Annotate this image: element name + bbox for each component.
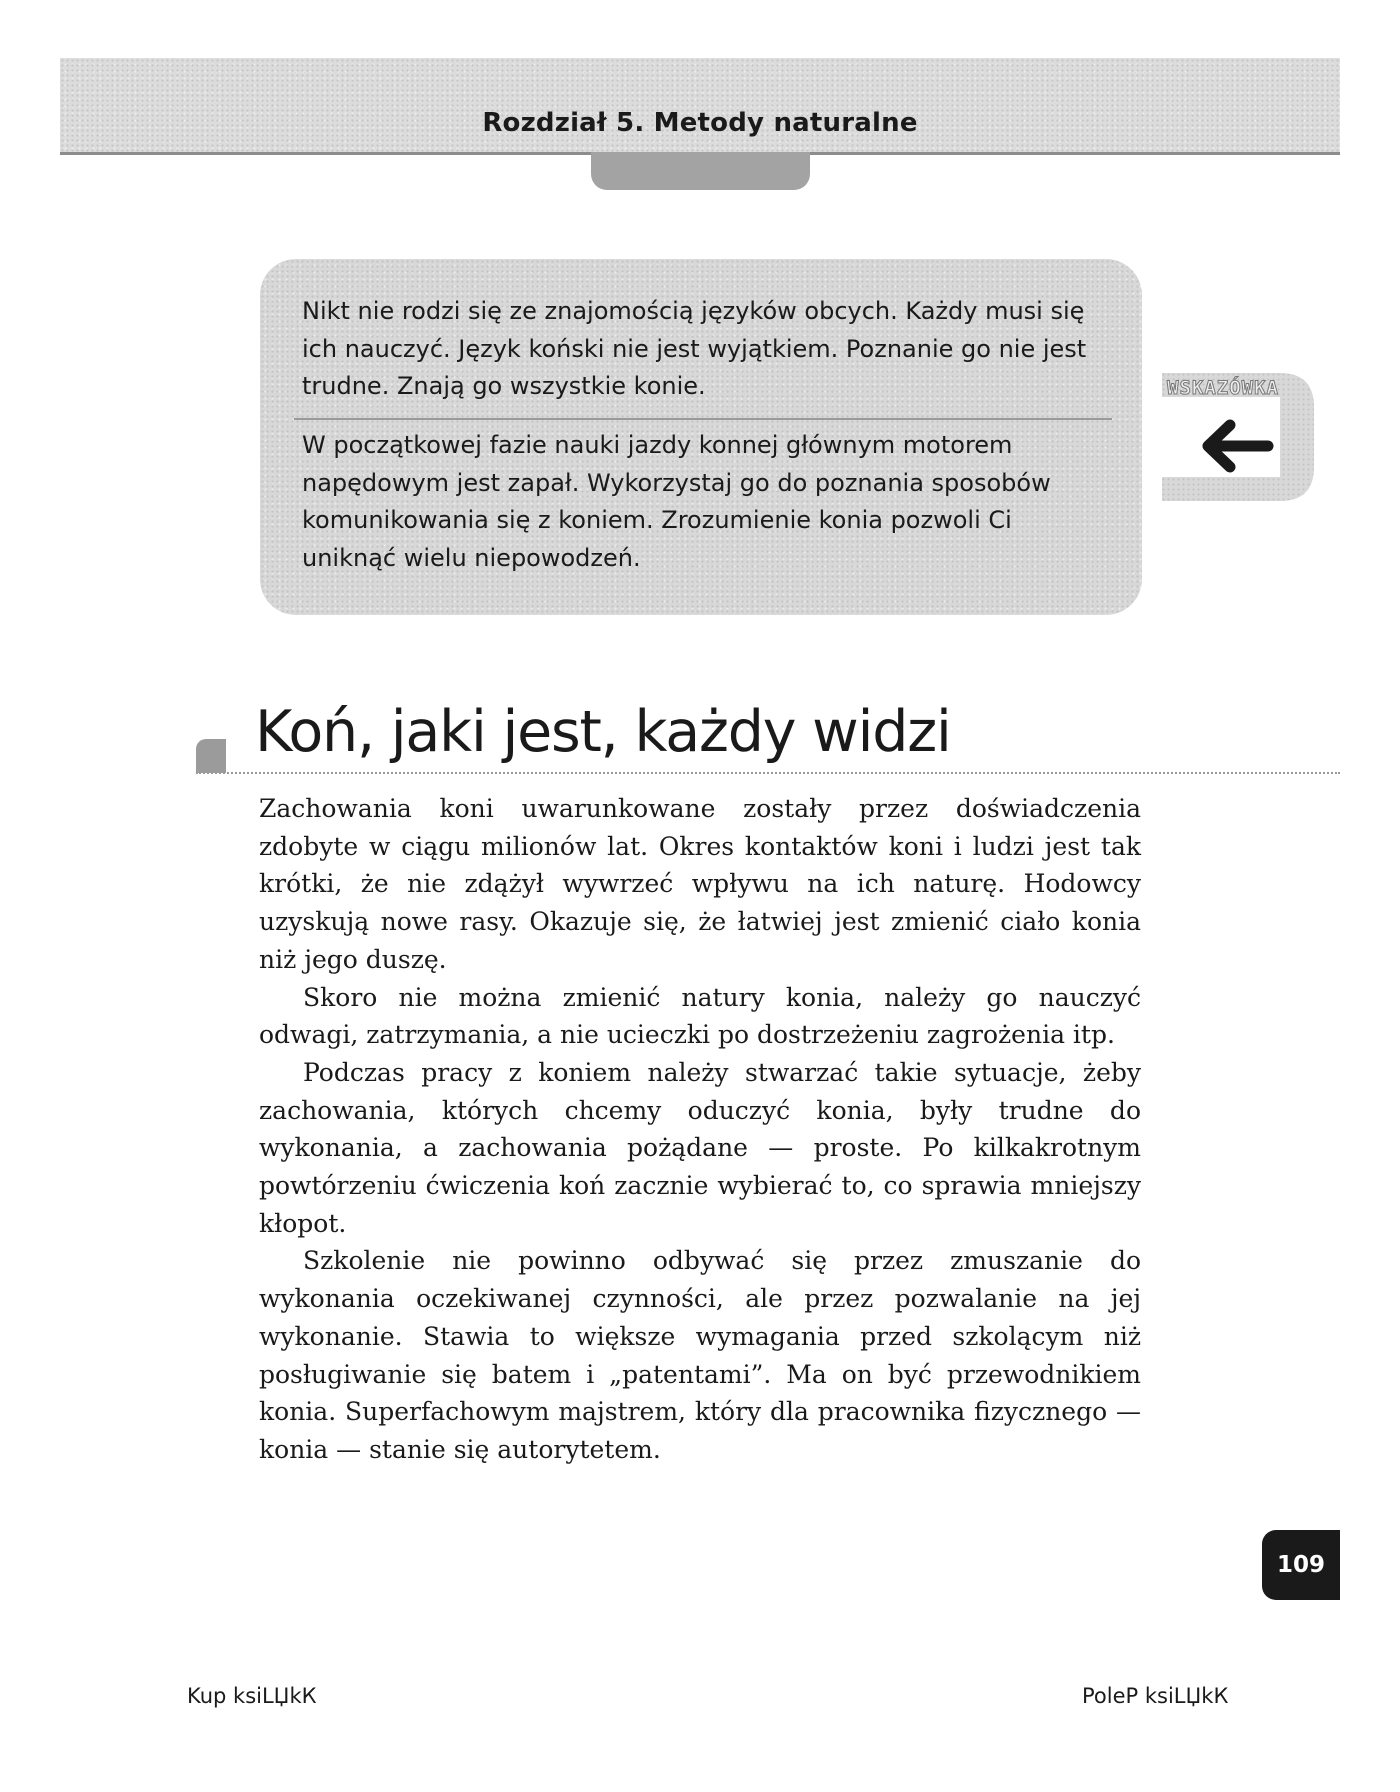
- footer-recommend-link[interactable]: PoleР ksiLЏkК: [1082, 1684, 1229, 1708]
- section-rule: [196, 772, 1340, 774]
- section-title: Koń, jaki jest, każdy widzi: [255, 699, 951, 765]
- arrow-left-icon: [1190, 411, 1280, 481]
- page-number: 109: [1262, 1530, 1340, 1600]
- tip-divider: [294, 418, 1112, 420]
- tip-paragraph: W początkowej fazie nauki jazdy konnej głównym motorem napędowym jest zapał. Wykorzystaj go do poznania sposobów komunikowania się z koniem. Zrozumienie konia pozwoli Ci uniknąć wielu niepowodzeń.: [302, 431, 1051, 572]
- tip-tab: [1162, 373, 1314, 501]
- tip-paragraph: Nikt nie rodzi się ze znajomością języków obcych. Każdy musi się ich nauczyć. Język koński nie jest wyjątkiem. Poznanie go nie jest trudne. Znają go wszystkie konie.: [302, 297, 1087, 400]
- section-marker: [196, 739, 226, 773]
- body-paragraph: Podczas pracy z koniem należy stwarzać takie sytuacje, żeby zachowania, których chcemy oduczyć konia, były trudne do wykonania, a zachowania pożądane — proste. Po kilkakrotnym powtórzeniu ćwiczenia koń zacznie wybierać to, co sprawia mniejszy kłopot.: [259, 1057, 1141, 1238]
- body-text: [259, 790, 1141, 1469]
- body-paragraph: Szkolenie nie powinno odbywać się przez zmuszanie do wykonania oczekiwanej czynności, ale przez pozwalanie na jej wykonanie. Stawia to większe wymagania przed szkolącym niż posługiwanie się batem i „patentami”. Ma on być przewodnikiem konia. Superfachowym majstrem, który dla pracownika fizycznego — konia — stanie się autorytetem.: [259, 1246, 1141, 1464]
- tip-box: [260, 259, 1142, 615]
- tip-tab-label: WSKAZÓWKA: [1167, 377, 1279, 399]
- body-paragraph: Zachowania koni uwarunkowane zostały przez doświadczenia zdobyte w ciągu milionów lat. Okres kontaktów koni i ludzi jest tak krótki, że nie zdążył wywrzeć wpływu na ich naturę. Hodowcy uzyskują nowe rasy. Okazuje się, że łatwiej jest zmienić ciało konia niż jego duszę.: [259, 794, 1141, 974]
- footer-buy-link[interactable]: Kup ksiLЏkК: [187, 1684, 317, 1708]
- chapter-header: [60, 58, 1340, 155]
- body-paragraph: Skoro nie można zmienić natury konia, należy go nauczyć odwagi, zatrzymania, a nie ucieczki po dostrzeżeniu zagrożenia itp.: [259, 982, 1141, 1050]
- chapter-title: Rozdział 5. Metody naturalne: [482, 108, 918, 138]
- header-tab-decoration: [591, 152, 810, 190]
